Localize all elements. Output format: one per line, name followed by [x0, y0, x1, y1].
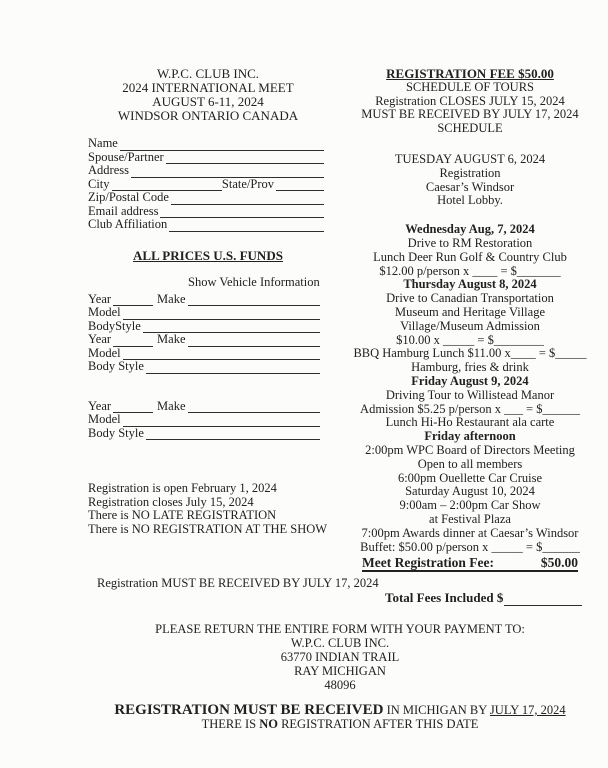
return-street: 63770 INDIAN TRAIL [280, 650, 400, 664]
schedule-day-heading: Friday August 9, 2024 [411, 373, 529, 388]
vehicle-bodystyle-row [88, 360, 320, 374]
schedule-line: Lunch Deer Run Golf & Country Club [373, 249, 567, 264]
total-fees-row [385, 590, 582, 606]
meet-dates: AUGUST 6-11, 2024 [152, 94, 264, 109]
meet-location: WINDSOR ONTARIO CANADA [117, 108, 299, 123]
note-line: There is NO LATE REGISTRATION [88, 508, 277, 522]
vehicle-model-row [88, 413, 320, 427]
fill-line [504, 594, 582, 606]
schedule-day-heading: Friday afternoon [424, 429, 516, 444]
meet-registration-fee-row [362, 555, 578, 572]
schedule-price-line: Admission $5.25 p/person x ___ = $______ [360, 401, 580, 416]
field-email-label: Email address [88, 203, 159, 218]
model-label: Model [88, 412, 121, 426]
field-email [88, 205, 324, 219]
field-address-label: Address [88, 163, 129, 177]
year-label: Year [88, 398, 112, 413]
schedule-day-heading: Thursday August 8, 2024 [403, 277, 537, 292]
schedule-line: Saturday August 10, 2024 [405, 484, 535, 499]
schedule-line: 7:00pm Awards dinner at Caesar’s Windsor [361, 525, 579, 540]
schedule-line: Registration CLOSES JULY 15, 2024 [375, 93, 565, 108]
field-spouse-label: Spouse/Partner [88, 149, 164, 164]
field-city-label: City [88, 176, 110, 191]
no-registration-post: REGISTRATION AFTER THIS DATE [277, 717, 479, 731]
field-zip [88, 191, 324, 205]
schedule-price-line: $10.00 x _____ = $________ [396, 332, 544, 347]
fill-line [131, 166, 324, 178]
schedule-line: 9:00am – 2:00pm Car Show [399, 498, 541, 513]
vehicle-bodystyle-row [88, 427, 320, 441]
schedule-line: Lunch Hi-Ho Restaurant ala carte [385, 415, 555, 430]
meet-fee-label: Meet Registration Fee: [362, 555, 494, 571]
return-instruction: PLEASE RETURN THE ENTIRE FORM WITH YOUR PAYMENT TO: [155, 622, 525, 636]
field-city-state [88, 178, 324, 192]
fill-line [188, 401, 320, 413]
schedule-line: SCHEDULE OF TOURS [405, 79, 535, 94]
prices-heading: ALL PRICES U.S. FUNDS [133, 247, 283, 263]
fill-line [160, 206, 324, 218]
no-registration-bold: NO [259, 717, 278, 731]
schedule-line: Caesar’s Windsor [425, 179, 515, 194]
note-line: Registration closes July 15, 2024 [88, 494, 254, 509]
make-label: Make [157, 398, 186, 413]
vehicle-block-2 [88, 333, 320, 374]
fill-line [166, 152, 324, 164]
schedule-day-heading: Wednesday Aug, 7, 2024 [405, 222, 535, 237]
fill-line [146, 362, 320, 374]
schedule-line: Registration [439, 165, 501, 180]
no-registration-line [72, 717, 608, 731]
deadline-date: JULY 17, 2024 [489, 703, 566, 717]
schedule-line: Hotel Lobby. [437, 193, 503, 208]
vehicle-block-3 [88, 400, 320, 441]
model-label: Model [88, 305, 121, 319]
fill-line [146, 428, 320, 440]
bodystyle-label: BodyStyle [88, 318, 141, 333]
deadline-bold-text: REGISTRATION MUST BE RECEIVED [114, 702, 384, 718]
model-label: Model [88, 345, 121, 360]
return-club-name: W.P.C. CLUB INC. [290, 636, 390, 650]
deadline-mid-text: IN MICHIGAN BY [383, 703, 490, 717]
fill-line [123, 415, 320, 427]
vehicle-model-row [88, 306, 320, 320]
vehicle-model-row [88, 347, 320, 361]
club-name: W.P.C. CLUB INC. [156, 66, 260, 81]
year-label: Year [88, 332, 112, 346]
schedule-line: SCHEDULE [437, 121, 503, 136]
schedule-price-line: Buffet: $50.00 p/person x _____ = $______ [360, 539, 580, 554]
schedule-line: 6:00pm Ouellette Car Cruise [397, 470, 543, 485]
vehicle-year-make-row [88, 293, 320, 307]
field-zip-label: Zip/Postal Code [88, 190, 169, 204]
vehicle-bodystyle-row [88, 320, 320, 334]
bodystyle-label: Body Style [88, 425, 144, 440]
field-name [88, 137, 324, 151]
deadline-line [72, 703, 608, 717]
footer [72, 622, 608, 731]
fill-line [113, 335, 153, 347]
schedule-price-line: $12.00 p/person x ____ = $_______ [379, 263, 561, 278]
vehicle-year-make-row [88, 333, 320, 347]
make-label: Make [157, 332, 186, 346]
schedule-line: Drive to Canadian Transportation [386, 291, 554, 306]
fill-line [169, 220, 324, 232]
year-label: Year [88, 291, 112, 306]
vehicle-block-1 [88, 293, 320, 334]
field-name-label: Name [88, 136, 118, 150]
vehicle-fields [88, 293, 328, 441]
meet-fee-value: $50.00 [540, 555, 578, 571]
field-club-affiliation-label: Club Affiliation [88, 217, 168, 231]
left-column [88, 67, 328, 536]
schedule-line: TUESDAY AUGUST 6, 2024 [394, 151, 546, 166]
schedule-line: Driving Tour to Willistead Manor [385, 387, 555, 402]
schedule-line: 2:00pm WPC Board of Directors Meeting [365, 442, 575, 457]
schedule-line: at Festival Plaza [429, 511, 511, 526]
field-spouse [88, 151, 324, 165]
schedule-line: Hamburg, fries & drink [411, 360, 529, 375]
personal-info-fields [88, 137, 328, 232]
fill-line [123, 308, 320, 320]
schedule-price-line: BBQ Hamburg Lunch $11.00 x____ = $_____ [353, 346, 587, 361]
fill-line [188, 294, 320, 306]
field-address [88, 164, 324, 178]
fill-line [120, 139, 324, 151]
make-label: Make [157, 291, 186, 306]
vehicle-info-heading: Show Vehicle Information [188, 275, 320, 289]
fill-line [123, 348, 320, 360]
club-title-block [88, 67, 328, 123]
field-club-affiliation [88, 218, 324, 232]
return-zip: 48096 [324, 678, 356, 692]
return-city: RAY MICHIGAN [294, 664, 386, 678]
no-registration-pre: THERE IS [201, 717, 260, 731]
schedule-line: Museum and Heritage Village [394, 304, 546, 319]
schedule-line: Open to all members [417, 456, 523, 471]
registration-notes [88, 482, 328, 536]
schedule-line: MUST BE RECEIVED BY JULY 17, 2024 [361, 107, 579, 122]
vehicle-year-make-row [88, 400, 320, 414]
fill-line [276, 179, 324, 191]
note-line: Registration is open February 1, 2024 [88, 481, 277, 495]
must-be-received-note: Registration MUST BE RECEIVED BY JULY 17, 2024 [97, 576, 379, 590]
fill-line [171, 193, 324, 205]
note-line: There is NO REGISTRATION AT THE SHOW [88, 521, 328, 536]
meet-title: 2024 INTERNATIONAL MEET [122, 80, 294, 95]
bodystyle-label: Body Style [88, 359, 144, 373]
right-column [334, 67, 606, 572]
fill-line [188, 335, 320, 347]
field-state-label: State/Prov [221, 176, 274, 191]
schedule-line: Drive to RM Restoration [407, 235, 533, 250]
total-fees-label: Total Fees Included $ [385, 590, 504, 605]
registration-fee-heading: REGISTRATION FEE $50.00 [386, 66, 554, 81]
schedule-line: Village/Museum Admission [400, 318, 540, 333]
